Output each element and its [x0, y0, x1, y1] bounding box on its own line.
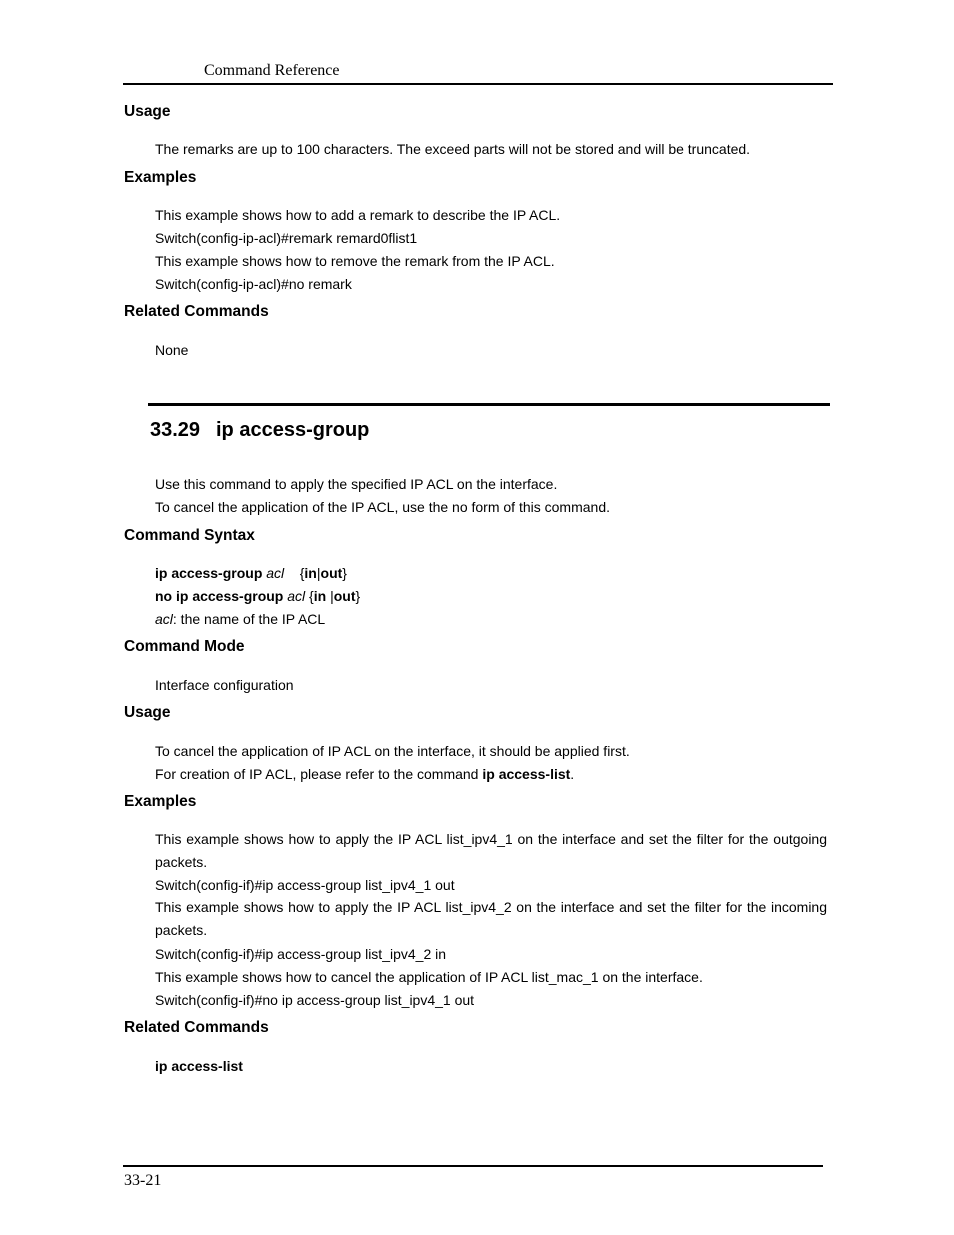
usage-heading: Usage — [124, 103, 171, 120]
parameter-description: : the name of the IP ACL — [172, 611, 326, 627]
example-line: This example shows how to remove the remark from the IP ACL. — [155, 253, 555, 269]
footer-rule — [123, 1165, 823, 1167]
example-paragraph: This example shows how to cancel the application of IP ACL list_mac_1 on the interface. — [155, 969, 703, 985]
usage-command-reference: ip access-list — [482, 766, 571, 782]
related-commands-text: None — [155, 342, 189, 358]
command-mode-text: Interface configuration — [155, 677, 294, 693]
running-header-title: Command Reference — [204, 62, 340, 79]
syntax-command: ip access-group — [155, 565, 263, 581]
syntax-parameter — [155, 610, 325, 628]
syntax-keyword-in: in — [304, 565, 317, 581]
syntax-keyword-out: out — [333, 588, 356, 604]
examples-heading: Examples — [124, 793, 197, 810]
syntax-brace: { — [309, 588, 314, 604]
syntax-command: no ip access-group — [155, 588, 284, 604]
section-rule — [148, 403, 830, 406]
example-command: Switch(config-if)#no ip access-group list_ipv4_1 out — [155, 992, 475, 1008]
usage-line: To cancel the application of IP ACL on the interface, it should be applied first. — [155, 743, 630, 759]
syntax-brace: } — [342, 565, 347, 581]
related-commands-heading: Related Commands — [124, 1019, 269, 1036]
header-rule — [123, 83, 833, 85]
related-command-line — [155, 1057, 243, 1075]
section-number: 33.29 — [150, 419, 201, 441]
syntax-separator: | — [330, 588, 334, 604]
command-mode-heading: Command Mode — [124, 638, 245, 655]
example-line: This example shows how to add a remark to describe the IP ACL. — [155, 207, 561, 223]
command-syntax-heading: Command Syntax — [124, 527, 255, 544]
intro-line: Use this command to apply the specified IP ACL on the interface. — [155, 476, 558, 492]
usage-heading: Usage — [124, 704, 171, 721]
usage-line — [155, 765, 574, 783]
syntax-argument: acl — [287, 588, 306, 604]
syntax-argument: acl — [266, 565, 285, 581]
page-number: 33-21 — [124, 1172, 162, 1189]
syntax-line-1 — [155, 564, 347, 582]
usage-text: For creation of IP ACL, please refer to the command — [155, 766, 483, 782]
example-line: Switch(config-ip-acl)#remark remard0flist1 — [155, 230, 418, 246]
section-title — [150, 419, 369, 442]
syntax-separator: | — [316, 565, 321, 581]
syntax-keyword-out: out — [320, 565, 343, 581]
syntax-brace: { — [299, 565, 305, 581]
syntax-brace: } — [355, 588, 361, 604]
syntax-line-2 — [155, 587, 360, 605]
syntax-keyword-in: in — [313, 588, 331, 604]
usage-text: . — [570, 766, 575, 782]
example-line: Switch(config-ip-acl)#no remark — [155, 276, 352, 292]
related-command: ip access-list — [155, 1058, 243, 1074]
example-paragraph: This example shows how to apply the IP ACL list_ipv4_1 on the interface and set the filter for the outgoing packets. — [155, 831, 827, 870]
section-name: ip access-group — [216, 419, 370, 441]
usage-text: The remarks are up to 100 characters. The exceed parts will not be stored and will be truncated. — [155, 141, 751, 157]
example-paragraph: This example shows how to apply the IP ACL list_ipv4_2 on the interface and set the filter for the incoming packets. — [155, 899, 827, 938]
example-command: Switch(config-if)#ip access-group list_ipv4_1 out — [155, 877, 455, 893]
example-command: Switch(config-if)#ip access-group list_ipv4_2 in — [155, 946, 447, 962]
parameter-name: acl — [155, 611, 173, 627]
examples-heading: Examples — [124, 169, 197, 186]
related-commands-heading: Related Commands — [124, 303, 269, 320]
intro-line: To cancel the application of the IP ACL, use the no form of this command. — [155, 499, 610, 515]
